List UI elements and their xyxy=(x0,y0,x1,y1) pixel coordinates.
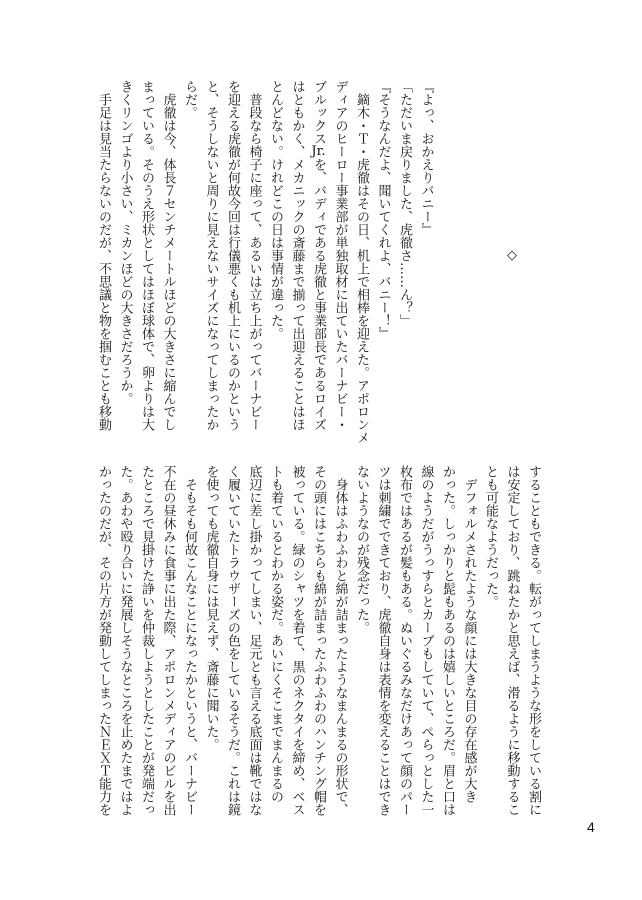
page-number: 4 xyxy=(587,819,595,835)
blank-line xyxy=(437,80,459,431)
text-line: そもそも何故こんなことになったかというと、バーナビー xyxy=(182,465,197,816)
text-line: かったのだが、その片方が発動してしまったＮＥＸＴ能力を xyxy=(96,465,111,816)
text-line: ないようなのが残念だった。 xyxy=(354,465,369,634)
text-line: 線のようだがうっすらとカーブもしていて、ぺらっとした一 xyxy=(418,465,434,816)
blank-line xyxy=(523,80,545,431)
text-line: きくリンゴより小さい、ミカンほどの大きさだろうか。 xyxy=(117,80,133,405)
text-line: 枚布ではあるが髪もある。ぬいぐるみなだけあって顔のパー xyxy=(397,465,412,816)
scene-break-symbol: ◇ xyxy=(504,248,520,263)
text-segment: ブルックス xyxy=(311,80,326,145)
text-line: 手足は見当たらないのだが、不思議と物を掴むことも移動 xyxy=(96,80,111,431)
text-segment: を、バディである虎徹と事業部長であるロイズ xyxy=(311,158,326,431)
text-line: 『そうなんだよ、聞いてくれよ、バニー！』 xyxy=(375,80,391,340)
text-line: 『よっ、おかえりバニー』 xyxy=(418,80,434,236)
top-text-block xyxy=(92,80,544,444)
text-line: することもできる。転がってしまうような形をしている割に xyxy=(526,465,541,816)
text-line: は安定しており、跳ねたかと思えば、滑るように移動するこ xyxy=(504,465,520,816)
blank-line xyxy=(458,80,480,431)
text-line: ディアのヒーロー事業部が単独取材に出ていたバーナビー・ xyxy=(332,80,348,431)
blank-line xyxy=(480,80,502,431)
text-line: たところで見掛けた諍いを仲裁しようとしたことが発端だっ xyxy=(139,465,154,816)
text-line: 被っている。緑のシャツを着て、黒のネクタイを締め、ベス xyxy=(289,465,305,816)
text-line: を使っても虎徹自身には見えず、斎藤に聞いた。 xyxy=(203,465,219,751)
text-line: トも着ているとわかる姿だ。あいにくそこまでまんまるの xyxy=(268,465,283,803)
text-line: 虎徹は今、体長７センチメートルほどの大きさに縮んでし xyxy=(160,80,176,431)
text-line: 底辺に差し掛かってしまい、足元とも言える底面は靴ではな xyxy=(246,465,262,816)
text-line: らだ。 xyxy=(182,80,197,119)
text-line: デフォルメされたような顔には大きな目の存在感が大き xyxy=(461,465,477,803)
text-line: かった。しっかりと髭もあるのは嬉しいところだ。眉と口は xyxy=(440,465,455,816)
text-line: ツは刺繍でできており、虎徹自身は表情を変えることはでき xyxy=(375,465,391,816)
text-line: まっている。そのうえ形状としてはほぼ球体で、卵よりは大 xyxy=(139,80,154,431)
text-line: 不在の昼休みに食事に出た際、アポロンメディアのビルを出 xyxy=(160,465,176,816)
text-line xyxy=(308,80,330,431)
text-line: 鏑木・Ｔ・虎徹はその日、机上で相棒を迎えた。アポロンメ xyxy=(354,80,369,444)
text-line: と、そうしないと周りに見えないサイズになってしまったか xyxy=(203,80,219,431)
text-line: 普段なら椅子に座って、あるいは立ち上がってバーナビー xyxy=(246,80,262,431)
bottom-text-block xyxy=(92,465,544,816)
tate-chu-yoko-segment: Jr. xyxy=(311,145,326,158)
text-line: とんどない。けれどこの日は事情が違った。 xyxy=(268,80,283,340)
text-line: その頭にはこちらも綿が詰まったふわふわのハンチング帽を xyxy=(311,465,326,816)
text-line: 身体はふわふわと綿が詰まったようなまんまるの形状で、 xyxy=(332,465,348,816)
text-line: を迎える虎徹が何故今回は行儀悪くも机上にいるのかという xyxy=(225,80,240,431)
text-line: 「ただいま戻りました、虎徹さ……ん？」 xyxy=(397,80,412,327)
text-line: く履いていたトラウザーズの色をしているそうだ。これは鏡 xyxy=(225,465,240,816)
text-line: はともかく、メカニックの斎藤まで揃って出迎えることはほ xyxy=(289,80,305,431)
text-line: とも可能なようだった。 xyxy=(483,465,498,608)
text-line: た。あわや殴り合いに発展しそうなところを止めたまではよ xyxy=(117,465,133,816)
